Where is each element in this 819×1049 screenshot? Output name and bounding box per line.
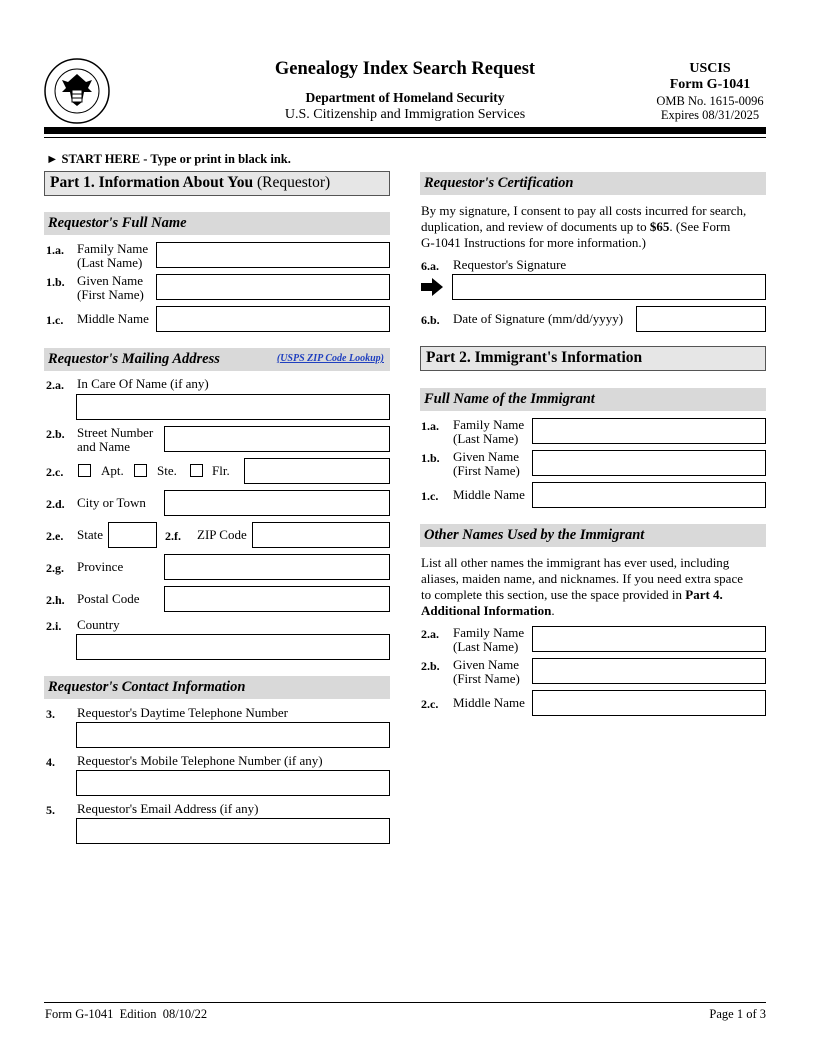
field-label: Middle Name xyxy=(453,695,525,710)
requestor-family-name-input[interactable] xyxy=(156,242,390,268)
field-label: Postal Code xyxy=(77,591,140,606)
field-label: Given Name (First Name) xyxy=(77,273,144,302)
ste-checkbox[interactable] xyxy=(134,464,147,477)
item-number: 2.a. xyxy=(421,627,439,641)
item-number: 2.d. xyxy=(46,497,65,511)
field-label: Date of Signature (mm/dd/yyyy) xyxy=(453,311,624,326)
field-label: Family Name (Last Name) xyxy=(453,417,525,446)
flr-label: Flr. xyxy=(212,463,230,478)
other-middle-name-input[interactable] xyxy=(532,690,766,716)
certification-text: By my signature, I consent to pay all costs incurred for search, duplication, and review of documents up to $65. (See Form G-1041 Instructions for more information.) xyxy=(421,203,747,250)
field-label: Country xyxy=(77,617,120,632)
other-names-heading: Other Names Used by the Immigrant xyxy=(420,524,766,547)
mailing-address-title: Requestor's Mailing Address xyxy=(48,351,220,367)
start-here-instruction: ► START HERE - Type or print in black ink. xyxy=(46,152,291,166)
item-number: 1.b. xyxy=(46,275,65,289)
signature-input[interactable] xyxy=(452,274,766,300)
immigrant-family-name-input[interactable] xyxy=(532,418,766,444)
requestor-contact-heading: Requestor's Contact Information xyxy=(44,676,390,699)
field-label: ZIP Code xyxy=(197,527,247,542)
part2-title: Part 2. Immigrant's Information xyxy=(426,349,643,366)
usps-zip-lookup-link[interactable]: (USPS ZIP Code Lookup) xyxy=(276,353,384,364)
field-label: Street Number and Name xyxy=(77,425,154,454)
unit-number-input[interactable] xyxy=(244,458,390,484)
postal-code-input[interactable] xyxy=(164,586,390,612)
item-number: 2.a. xyxy=(46,378,64,392)
item-number: 6.b. xyxy=(421,313,440,327)
city-input[interactable] xyxy=(164,490,390,516)
field-label: Middle Name xyxy=(453,487,525,502)
item-number: 2.f. xyxy=(165,529,181,543)
item-number: 2.c. xyxy=(46,465,64,479)
footer-page-number: Page 1 of 3 xyxy=(709,1007,766,1021)
in-care-of-input[interactable] xyxy=(76,394,390,420)
flr-checkbox[interactable] xyxy=(190,464,203,477)
immigrant-full-name-heading: Full Name of the Immigrant xyxy=(420,388,766,411)
requestor-full-name-heading: Requestor's Full Name xyxy=(44,212,390,235)
signature-date-input[interactable] xyxy=(636,306,766,332)
requestor-mailing-address-heading xyxy=(44,348,390,371)
part1-title-suffix: (Requestor) xyxy=(253,174,331,191)
item-number: 1.c. xyxy=(46,313,64,327)
field-label: Family Name (Last Name) xyxy=(453,625,525,654)
apt-checkbox[interactable] xyxy=(78,464,91,477)
state-input[interactable] xyxy=(108,522,157,548)
daytime-phone-input[interactable] xyxy=(76,722,390,748)
immigrant-middle-name-input[interactable] xyxy=(532,482,766,508)
item-number: 2.c. xyxy=(421,697,439,711)
email-input[interactable] xyxy=(76,818,390,844)
item-number: 2.b. xyxy=(421,659,440,673)
dhs-seal xyxy=(44,58,110,124)
requestor-certification-heading: Requestor's Certification xyxy=(420,172,766,195)
apt-label: Apt. xyxy=(101,463,124,478)
part2-header xyxy=(420,346,766,371)
field-label: Requestor's Signature xyxy=(453,257,567,272)
field-label: Given Name (First Name) xyxy=(453,657,520,686)
field-label: Province xyxy=(77,559,124,574)
item-number: 5. xyxy=(46,803,55,817)
department-name: Department of Homeland Security xyxy=(305,90,505,105)
item-number: 2.g. xyxy=(46,561,64,575)
field-label: State xyxy=(77,527,103,542)
field-label: City or Town xyxy=(77,495,146,510)
item-number: 2.b. xyxy=(46,427,65,441)
field-label: Requestor's Mobile Telephone Number (if any) xyxy=(77,753,323,768)
item-number: 2.h. xyxy=(46,593,65,607)
item-number: 4. xyxy=(46,755,55,769)
part1-header xyxy=(44,171,390,196)
field-label: Requestor's Email Address (if any) xyxy=(77,801,259,816)
ste-label: Ste. xyxy=(157,463,177,478)
other-names-instructions: List all other names the immigrant has ever used, including aliases, maiden name, and nicknames. If you need extra space to complete this section, use the space provided in Part 4. Additional Information. xyxy=(421,555,743,618)
agency-name: U.S. Citizenship and Immigration Services xyxy=(284,107,526,122)
street-input[interactable] xyxy=(164,426,390,452)
item-number: 1.c. xyxy=(421,489,439,503)
mobile-phone-input[interactable] xyxy=(76,770,390,796)
field-label: Requestor's Daytime Telephone Number xyxy=(77,705,288,720)
immigrant-given-name-input[interactable] xyxy=(532,450,766,476)
uscis-label: USCIS xyxy=(689,61,731,76)
field-label: In Care Of Name (if any) xyxy=(77,376,209,391)
header-rule-thin xyxy=(44,137,766,138)
other-given-name-input[interactable] xyxy=(532,658,766,684)
item-number: 6.a. xyxy=(421,259,439,273)
country-input[interactable] xyxy=(76,634,390,660)
field-label: Family Name (Last Name) xyxy=(77,241,149,270)
item-number: 1.a. xyxy=(46,243,64,257)
expiration-date: Expires 08/31/2025 xyxy=(660,108,760,122)
footer-edition: Form G-1041 Edition 08/10/22 xyxy=(45,1007,208,1021)
field-label: Middle Name xyxy=(77,311,149,326)
province-input[interactable] xyxy=(164,554,390,580)
arrow-right-icon xyxy=(421,278,443,300)
item-number: 2.i. xyxy=(46,619,62,633)
requestor-middle-name-input[interactable] xyxy=(156,306,390,332)
item-number: 2.e. xyxy=(46,529,64,543)
footer-rule xyxy=(44,1002,766,1003)
requestor-given-name-input[interactable] xyxy=(156,274,390,300)
header-rule-thick xyxy=(44,127,766,134)
part1-title: Part 1. Information About You xyxy=(50,174,254,191)
omb-number: OMB No. 1615-0096 xyxy=(656,94,764,108)
field-label: Given Name (First Name) xyxy=(453,449,520,478)
form-number: Form G-1041 xyxy=(669,77,751,92)
item-number: 1.a. xyxy=(421,419,439,433)
form-title: Genealogy Index Search Request xyxy=(274,59,536,79)
item-number: 1.b. xyxy=(421,451,440,465)
item-number: 3. xyxy=(46,707,55,721)
zip-code-input[interactable] xyxy=(252,522,390,548)
other-family-name-input[interactable] xyxy=(532,626,766,652)
